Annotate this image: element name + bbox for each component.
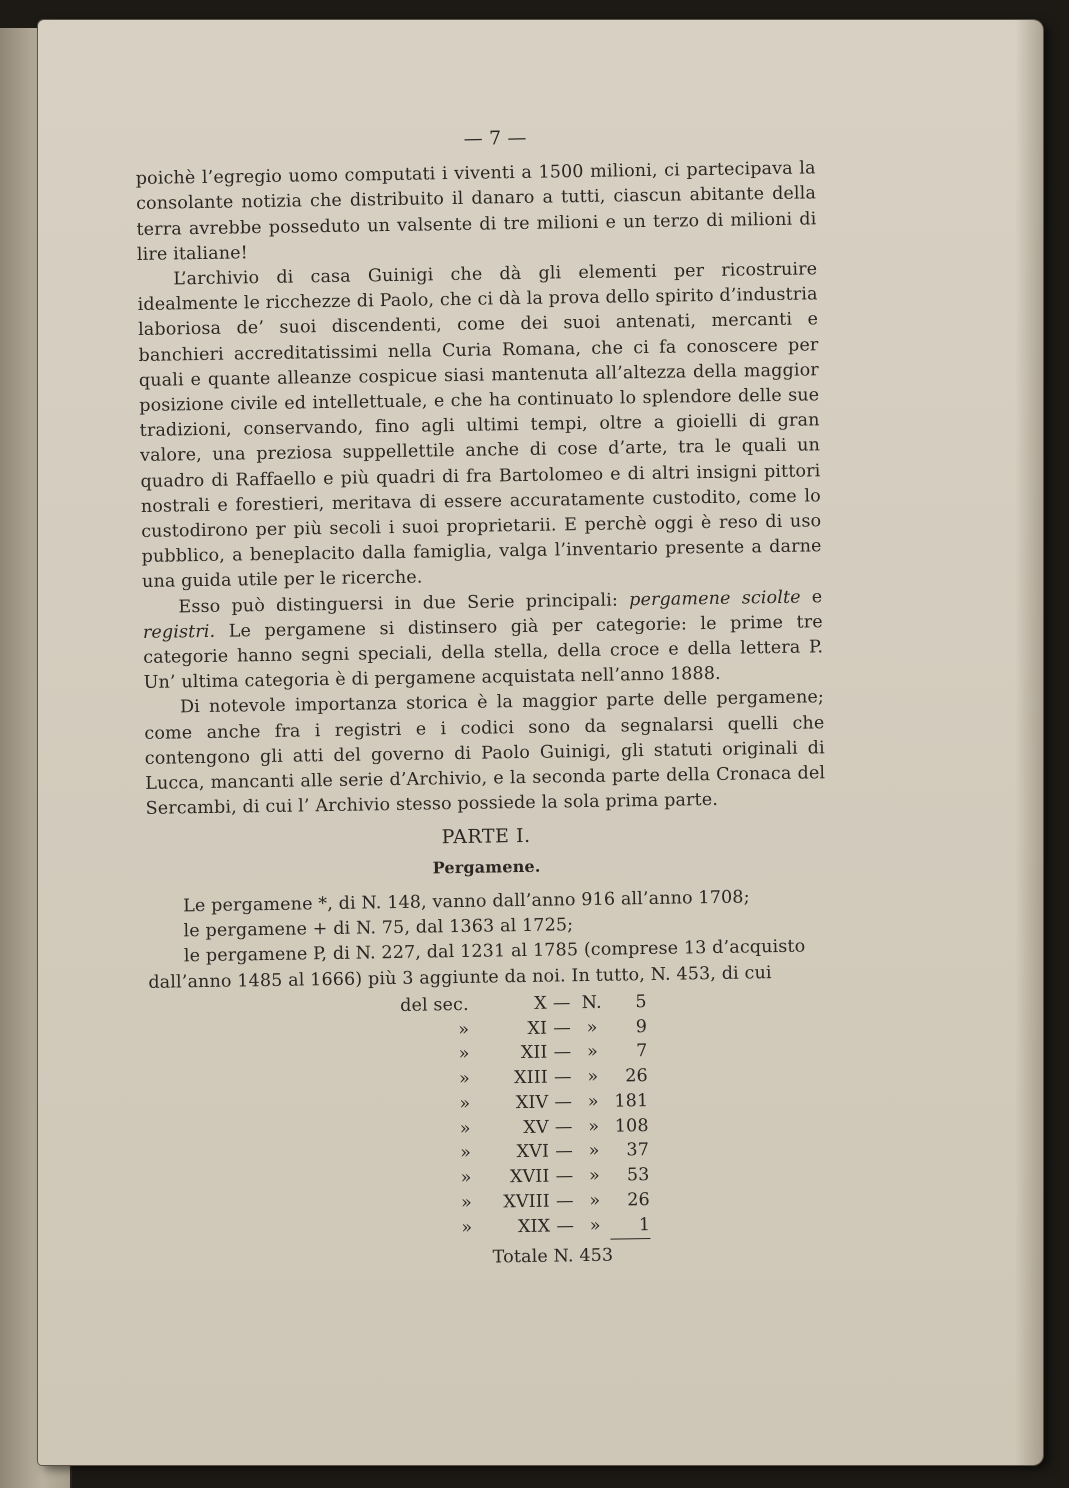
total-line [153, 1240, 833, 1276]
paragraph-1: poichè l’egregio uomo computati i viventi a 1500 milioni, ci partecipava la consolante notizia che distribuito il danaro a tutti, ciascun abitante della terra avrebbe posseduto un valsente di tre milioni e un terzo di milioni di lire italiane! [135, 158, 817, 265]
century-numeral: XV [523, 1117, 549, 1138]
century-prefix: » [458, 1044, 470, 1065]
century-count: 26 [627, 1190, 650, 1211]
paragraph-2: L’archivio di casa Guinigi che dà gli elementi per ricostruire idealmente le ricchezze di Paolo, che ci dà la prova dello spirito d’industria laboriosa de’ suoi discendenti, come dei suoi antenati, mercanti e banchieri accreditatissimi nella Curia Romana, che ci fa conoscere per quali e quante alleanze cospicue siasi mantenuta all’altezza della maggior posizione civile ed intellettuale, e che ha continuato lo splendore delle sue tradizioni, conservando, fino agli ultimi tempi, oltre a gioielli di gran valore, una preziosa suppellettile anche di cose d’arte, tra le quali un quadro di Raffaello e più quadri di fra Bartolomeo e di altri insigni pittori nostrali e forestieri, meritava di essere accuratamente custodito, come lo custodirono per più secoli i suoi proprietarii. E perchè oggi è reso di uso pubblico, a beneplacito dalla famiglia, valga l’inventario presente a darne una guida utile per le ricerche. [137, 259, 822, 593]
century-prefix: » [459, 1093, 471, 1114]
century-dash: — [553, 1042, 572, 1063]
century-dash: — [556, 1216, 575, 1237]
century-prefix: » [460, 1168, 472, 1189]
century-indicator: » [587, 1091, 599, 1112]
century-count: 1 [610, 1213, 650, 1239]
total-value: 453 [579, 1245, 614, 1266]
century-dash: — [552, 992, 571, 1014]
century-indicator: » [586, 1017, 598, 1038]
century-dash: — [554, 1092, 573, 1113]
century-dash: — [555, 1166, 574, 1187]
century-count: 5 [635, 991, 647, 1012]
century-prefix: » [460, 1192, 473, 1214]
paragraph-3-em1: pergamene sciolte [628, 587, 801, 610]
century-count: 181 [614, 1090, 649, 1112]
century-dash: — [553, 1017, 572, 1039]
pergamene-line-2: le pergamene + di N. 75, dal 1363 al 1725; [183, 915, 574, 942]
pergamene-continuation: dall’anno 1485 al 1666) più 3 aggiunte da noi. In tutto, N. 453, di cui [148, 962, 772, 993]
section-title: Pergamene. [432, 856, 541, 878]
pergamene-line-1: Le pergamene *, di N. 148, vanno dall’anno 916 all’anno 1708; [183, 887, 750, 917]
century-numeral: XI [527, 1018, 548, 1039]
page-text [135, 121, 833, 1275]
century-prefix: » [458, 1019, 470, 1040]
century-numeral: XIX [517, 1216, 551, 1238]
century-count: 108 [614, 1115, 649, 1137]
century-prefix: » [459, 1118, 471, 1139]
century-prefix: » [461, 1217, 473, 1239]
paragraph-3-mid: e [800, 586, 823, 608]
century-indicator: » [588, 1166, 601, 1187]
century-numeral: X [533, 993, 547, 1014]
century-indicator: » [588, 1141, 600, 1162]
century-dash: — [555, 1191, 574, 1212]
century-prefix: » [460, 1143, 472, 1164]
paragraph-3 [142, 585, 823, 696]
century-indicator: » [586, 1042, 599, 1063]
century-numeral: XVIII [503, 1191, 551, 1213]
paragraph-3-before: Esso può distinguersi in due Serie principali: [178, 589, 630, 618]
century-numeral: XIV [515, 1092, 549, 1114]
century-indicator: » [589, 1215, 601, 1237]
century-numeral: XVI [516, 1142, 550, 1163]
part-title: PARTE I. [441, 825, 531, 849]
century-dash: — [553, 1067, 572, 1088]
century-count: 26 [625, 1066, 649, 1087]
century-row [378, 1213, 650, 1243]
paragraph-3-em2: registri. [142, 621, 216, 643]
century-count: 37 [626, 1140, 650, 1161]
century-count: 53 [626, 1165, 650, 1186]
century-prefix: » [458, 1068, 471, 1090]
page-number: — 7 — [463, 126, 527, 150]
century-count: 9 [635, 1016, 648, 1037]
century-indicator: » [589, 1190, 601, 1212]
century-prefix: del sec. [399, 994, 469, 1016]
century-indicator: N. [581, 992, 602, 1013]
century-table [375, 990, 651, 1243]
total-label: Totale N. [492, 1245, 574, 1268]
page-edge-shadow [1015, 20, 1043, 1465]
paragraph-4: Di notevole importanza storica è la maggior parte delle pergamene; come anche fra i registri e i codici sono da segnalarsi quelli che contengono gli atti del governo di Paolo Guinigi, gli statuti originali di Lucca, mancanti alle serie d’Archivio, e la seconda parte della Cronaca del Sercambi, di cui l’ Archivio stesso possiede la sola prima parte. [144, 687, 826, 820]
century-dash: — [555, 1141, 574, 1163]
century-indicator: » [588, 1116, 600, 1137]
paragraph-3-after: Le pergamene si distinsero già per categorie: le prime tre categorie hanno segni speciali, della stella, della croce e della lettera P. Un’ ultima categoria è di pergamene acquistata nell’anno 1888. [143, 612, 824, 694]
century-indicator: » [587, 1066, 599, 1088]
century-dash: — [554, 1116, 573, 1138]
century-numeral: XII [520, 1042, 548, 1064]
century-numeral: XVII [509, 1166, 550, 1188]
century-table-body [375, 990, 651, 1243]
century-numeral: XIII [513, 1067, 549, 1089]
book-page [38, 20, 1043, 1465]
century-count: 7 [636, 1041, 648, 1062]
pergamene-line-3: le pergamene P, di N. 227, dal 1231 al 1785 (comprese 13 d’acquisto [183, 936, 806, 967]
